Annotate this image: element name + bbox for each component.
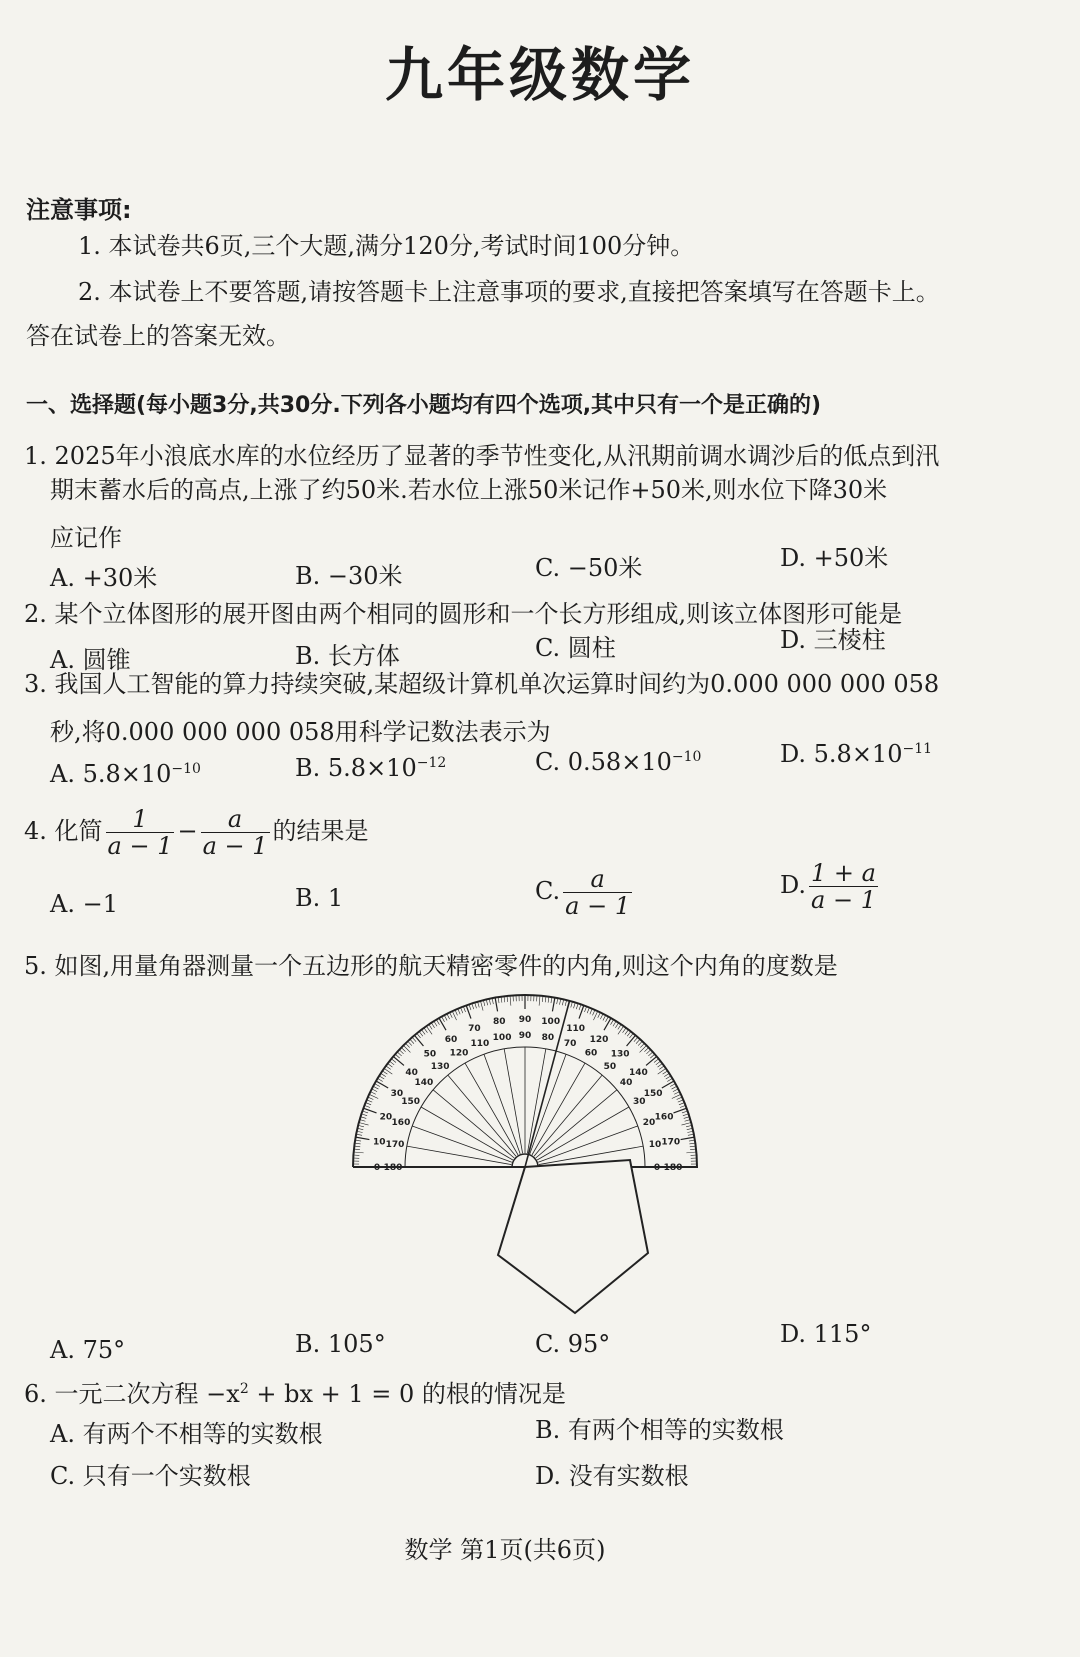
q3-option-a: A. $5.8\times 10^{-10}$ xyxy=(50,760,201,788)
protractor-ray xyxy=(412,1126,512,1162)
protractor-ray xyxy=(534,1075,602,1156)
protractor-outer-label: 150 xyxy=(643,1089,663,1099)
protractor-tick xyxy=(429,1024,432,1029)
protractor-ray xyxy=(407,1146,511,1164)
protractor-tick xyxy=(419,1031,423,1036)
protractor-tick xyxy=(389,1061,394,1065)
protractor-tick xyxy=(539,996,540,1006)
protractor-tick xyxy=(378,1078,383,1081)
protractor-inner-label: 30 xyxy=(633,1097,646,1107)
protractor-tick xyxy=(646,1050,650,1054)
protractor-tick xyxy=(579,1004,581,1010)
protractor-tick xyxy=(590,1009,592,1015)
protractor-tick xyxy=(357,1128,363,1129)
protractor-tick xyxy=(684,1117,690,1119)
protractor-inner-label: 60 xyxy=(584,1048,598,1059)
protractor-tick xyxy=(681,1137,695,1139)
protractor-inner-label: 80 xyxy=(541,1033,555,1044)
protractor-tick xyxy=(386,1066,391,1070)
protractor-tick xyxy=(686,1152,696,1153)
protractor-tick xyxy=(638,1041,642,1045)
protractor-tick xyxy=(618,1026,624,1034)
protractor-tick xyxy=(439,1018,446,1030)
protractor-outer-label: 160 xyxy=(654,1112,674,1123)
protractor-tick xyxy=(640,1043,644,1047)
protractor-tick xyxy=(659,1066,664,1070)
protractor-tick xyxy=(600,1014,603,1019)
protractor xyxy=(353,995,697,1173)
protractor-tick xyxy=(399,1050,403,1054)
protractor-tick xyxy=(362,1111,368,1113)
page-title: 九年级数学 xyxy=(384,41,695,109)
protractor-tick xyxy=(414,1035,423,1046)
protractor-tick xyxy=(370,1092,375,1095)
protractor-outer-label: 140 xyxy=(628,1067,648,1078)
protractor-outer-label: 80 xyxy=(493,1017,506,1028)
protractor-tick xyxy=(677,1097,682,1099)
protractor-tick xyxy=(605,1017,608,1022)
protractor-tick xyxy=(361,1117,367,1119)
protractor-tick xyxy=(368,1097,373,1099)
protractor-tick xyxy=(640,1045,647,1052)
protractor-tick xyxy=(357,1131,363,1132)
q1-line2: 期末蓄水后的高点,上涨了约50米.若水位上涨50米记作+50米,则水位下降30米 xyxy=(50,476,888,504)
q4-option-b: B. 1 xyxy=(295,884,344,912)
protractor-tick xyxy=(397,1052,401,1056)
q3-option-c: C. $0.58\times 10^{-10}$ xyxy=(535,748,702,776)
protractor-inner-label: 170 xyxy=(385,1140,405,1151)
protractor-tick xyxy=(403,1045,410,1052)
protractor-tick xyxy=(663,1071,668,1074)
protractor-outer-label: 10 xyxy=(372,1137,386,1148)
protractor-inner-label: 130 xyxy=(430,1061,450,1072)
protractor-tick xyxy=(406,1043,410,1047)
protractor-tick xyxy=(673,1089,678,1092)
protractor-tick xyxy=(571,1002,573,1008)
q5-option-d: D. 115° xyxy=(780,1320,872,1348)
protractor-tick xyxy=(450,1012,453,1017)
protractor-tick xyxy=(587,1008,589,1014)
protractor-tick xyxy=(373,1086,378,1089)
protractor-inner-label: 50 xyxy=(603,1061,617,1072)
protractor-inner-label: 160 xyxy=(391,1117,411,1128)
protractor-ray xyxy=(484,1054,520,1154)
protractor-outer-label: 90 xyxy=(518,1015,532,1025)
q6-option-d: D. 没有实数根 xyxy=(535,1462,689,1490)
protractor-tick xyxy=(447,1014,450,1019)
protractor-tick xyxy=(666,1076,671,1079)
q2-option-d: D. 三棱柱 xyxy=(780,626,886,654)
q5-line1: 5. 如图,用量角器测量一个五边形的航天精密零件的内角,则这个内角的度数是 xyxy=(24,952,838,980)
protractor-tick xyxy=(625,1030,629,1035)
protractor-tick xyxy=(627,1031,631,1036)
q5-option-c: C. 95° xyxy=(535,1330,611,1358)
protractor-tick xyxy=(618,1024,621,1029)
protractor-tick xyxy=(627,1035,636,1046)
section1-heading: 一、选择题(每小题3分,共30分.下列各小题均有四个选项,其中只有一个是正确的) xyxy=(26,393,822,418)
protractor-tick xyxy=(410,1039,414,1043)
protractor-tick xyxy=(367,1100,373,1102)
protractor-tick xyxy=(634,1037,638,1042)
protractor-ray xyxy=(536,1090,617,1158)
protractor-tick xyxy=(412,1037,416,1042)
protractor-tick xyxy=(552,998,554,1012)
protractor-tick xyxy=(629,1033,633,1038)
q2-line1: 2. 某个立体图形的展开图由两个相同的圆形和一个长方形组成,则该立体图形可能是 xyxy=(24,600,903,628)
protractor-tick xyxy=(615,1023,618,1028)
protractor-tick xyxy=(662,1081,674,1088)
protractor-inner-label: 70 xyxy=(563,1038,577,1049)
q1-option-d: D. +50米 xyxy=(780,544,889,572)
q3-line1: 3. 我国人工智能的算力持续突破,某超级计算机单次运算时间约为0.000 000 000 058 xyxy=(24,670,940,698)
protractor-tick xyxy=(388,1063,393,1067)
protractor-tick xyxy=(461,1008,463,1014)
protractor-tick xyxy=(434,1021,437,1026)
protractor-outer-label: 170 xyxy=(661,1137,681,1148)
protractor-outer-label: 70 xyxy=(468,1023,481,1034)
notice-item-2-cont: 答在试卷上的答案无效。 xyxy=(26,322,290,350)
protractor-tick xyxy=(510,996,511,1006)
protractor-tick xyxy=(444,1015,447,1020)
protractor-outer-label: 100 xyxy=(541,1017,561,1028)
protractor-tick xyxy=(658,1063,663,1067)
notice-item-2: 2. 本试卷上不要答题,请按答题卡上注意事项的要求,直接把答案填写在答题卡上。 xyxy=(78,278,940,306)
protractor-ray xyxy=(530,1054,566,1154)
protractor-tick xyxy=(681,1122,691,1125)
protractor-ray xyxy=(504,1049,522,1153)
protractor-tick xyxy=(424,1028,428,1033)
protractor-inner-label: 0 xyxy=(653,1163,661,1173)
q6-option-a: A. 有两个不相等的实数根 xyxy=(50,1420,323,1448)
protractor-tick xyxy=(360,1120,366,1122)
protractor-tick xyxy=(610,1020,613,1025)
protractor-inner-label: 90 xyxy=(518,1031,532,1041)
protractor-tick xyxy=(364,1105,370,1107)
q1-line1: 1. 2025年小浪底水库的水位经历了显著的季节性变化,从汛期前调水调沙后的低点到汛 xyxy=(24,442,940,470)
protractor-tick xyxy=(678,1100,684,1102)
protractor-ray xyxy=(421,1107,513,1160)
protractor-tick xyxy=(354,1152,364,1153)
q4-stem: 4. 化简 $\frac{1}{a - 1}$ − $\frac{a}{a - 1}$ 的结果是 xyxy=(24,805,369,860)
protractor-outer-label: 120 xyxy=(589,1034,609,1045)
protractor-tick xyxy=(604,1018,611,1030)
protractor-tick xyxy=(598,1012,601,1017)
protractor-tick xyxy=(417,1033,421,1038)
protractor-inner-label: 150 xyxy=(401,1097,421,1107)
q4-option-d: D. $\frac{1 + a}{a - 1}$ xyxy=(780,859,876,914)
protractor-tick xyxy=(682,1111,688,1113)
protractor-tick xyxy=(463,1006,465,1012)
q5-option-a: A. 75° xyxy=(50,1336,126,1364)
protractor-ray xyxy=(465,1063,518,1155)
protractor-tick xyxy=(667,1078,672,1081)
q4-fraction-1: $\frac{1}{a - 1}$ xyxy=(107,805,173,860)
protractor-tick xyxy=(623,1028,627,1033)
protractor-inner-label: 100 xyxy=(492,1033,512,1044)
protractor-outer-label: 60 xyxy=(444,1034,458,1045)
pentagon-part xyxy=(498,1160,648,1313)
protractor-tick xyxy=(469,1004,471,1010)
protractor-tick xyxy=(431,1023,434,1028)
q3-option-b: B. $5.8\times 10^{-12}$ xyxy=(295,754,447,782)
protractor-inner-label: 20 xyxy=(642,1117,656,1128)
protractor-tick xyxy=(495,998,497,1012)
protractor-tick xyxy=(391,1059,396,1063)
protractor-tick xyxy=(686,1125,692,1126)
notice-heading: 注意事项: xyxy=(26,196,132,224)
protractor-tick xyxy=(679,1103,685,1105)
protractor-tick xyxy=(381,1073,386,1076)
q3-option-d: D. $5.8\times 10^{-11}$ xyxy=(780,740,933,768)
protractor-tick xyxy=(656,1061,661,1065)
protractor-inner-label: 10 xyxy=(648,1140,662,1151)
protractor-tick xyxy=(475,1003,477,1009)
protractor-tick xyxy=(375,1084,380,1087)
protractor-tick xyxy=(646,1056,657,1065)
protractor-tick xyxy=(685,1120,691,1122)
q3-line2: 秒,将0.000 000 000 058用科学记数法表示为 xyxy=(50,718,551,746)
protractor-tick xyxy=(361,1114,367,1116)
protractor-tick xyxy=(395,1054,400,1058)
protractor-tick xyxy=(683,1114,689,1116)
protractor-tick xyxy=(472,1003,474,1009)
protractor-tick xyxy=(356,1137,370,1139)
protractor-inner-label: 180 xyxy=(383,1163,403,1173)
protractor-tick xyxy=(401,1048,405,1052)
protractor-tick xyxy=(644,1048,648,1052)
protractor-inner-label: 40 xyxy=(619,1078,633,1089)
protractor-outer-label: 50 xyxy=(423,1049,437,1060)
q1-option-a: A. +30米 xyxy=(50,564,158,592)
q6-option-c: C. 只有一个实数根 xyxy=(50,1462,251,1490)
protractor-tick xyxy=(574,1003,576,1009)
protractor-outer-label: 130 xyxy=(610,1049,630,1060)
protractor-ray xyxy=(433,1090,514,1158)
q2-option-c: C. 圆柱 xyxy=(535,634,616,662)
protractor-tick xyxy=(680,1105,686,1107)
protractor-tick xyxy=(421,1030,425,1035)
protractor-outer-label: 30 xyxy=(390,1089,404,1099)
protractor-tick xyxy=(672,1086,677,1089)
page-footer: 数学 第1页(共6页) xyxy=(404,1536,606,1564)
q6-option-b: B. 有两个相等的实数根 xyxy=(535,1416,784,1444)
protractor-outer-label: 110 xyxy=(566,1023,586,1034)
protractor-tick xyxy=(670,1084,675,1087)
protractor-tick xyxy=(576,1003,578,1009)
protractor-tick xyxy=(455,1010,457,1015)
protractor-tick xyxy=(379,1076,384,1079)
q4-fraction-2: $\frac{a}{a - 1}$ xyxy=(202,805,268,860)
q1-line3: 应记作 xyxy=(50,524,122,552)
protractor-ray xyxy=(538,1126,638,1162)
protractor-tick xyxy=(658,1068,666,1074)
protractor-tick xyxy=(603,1015,606,1020)
protractor-inner-label: 120 xyxy=(449,1048,469,1059)
protractor-tick xyxy=(478,1002,480,1008)
q1-option-b: B. −30米 xyxy=(295,562,403,590)
protractor-tick xyxy=(458,1009,460,1015)
protractor-tick xyxy=(593,1010,595,1015)
q4-option-a: A. −1 xyxy=(50,890,118,918)
protractor-tick xyxy=(584,1006,586,1012)
protractor-outer-label: 0 xyxy=(373,1163,381,1173)
q1-option-c: C. −50米 xyxy=(535,554,643,582)
protractor-tick xyxy=(674,1092,679,1095)
protractor-tick xyxy=(664,1073,669,1076)
protractor-tick xyxy=(393,1056,404,1065)
q5-option-b: B. 105° xyxy=(295,1330,386,1358)
protractor-tick xyxy=(442,1017,445,1022)
protractor-outer-label: 180 xyxy=(663,1163,683,1173)
protractor-tick xyxy=(359,1122,369,1125)
protractor-tick xyxy=(613,1021,616,1026)
protractor-tick xyxy=(650,1054,655,1058)
protractor-tick xyxy=(372,1089,377,1092)
protractor-ray xyxy=(448,1075,516,1156)
q4-option-c: C. $\frac{a}{a - 1}$ xyxy=(535,865,631,920)
notice-item-1: 1. 本试卷共6页,三个大题,满分120分,考试时间100分钟。 xyxy=(78,232,695,260)
protractor-outer-label: 40 xyxy=(405,1067,418,1078)
protractor-tick xyxy=(426,1026,432,1034)
protractor-tick xyxy=(384,1068,392,1074)
protractor-tick xyxy=(408,1041,412,1045)
protractor-tick xyxy=(358,1125,364,1126)
protractor-inner-label: 140 xyxy=(414,1078,434,1089)
protractor-tick xyxy=(654,1059,659,1063)
protractor-tick xyxy=(436,1020,439,1025)
q2-option-a: A. 圆锥 xyxy=(50,646,131,674)
protractor-tick xyxy=(376,1081,388,1088)
protractor-tick xyxy=(687,1128,693,1129)
protractor-ray xyxy=(537,1107,629,1160)
protractor-tick xyxy=(687,1131,693,1132)
protractor-tick xyxy=(366,1103,372,1105)
q2-option-b: B. 长方体 xyxy=(295,642,400,670)
protractor-tick xyxy=(636,1039,640,1043)
protractor-tick xyxy=(480,1001,483,1011)
protractor-tick xyxy=(648,1052,652,1056)
protractor-figure xyxy=(340,985,720,1325)
protractor-outer-label: 20 xyxy=(379,1112,393,1123)
protractor-inner-label: 110 xyxy=(470,1038,490,1049)
q6-stem: 6. 一元二次方程 $-x^2$ + bx + 1 = 0 的根的情况是 xyxy=(24,1380,566,1408)
protractor-tick xyxy=(382,1071,387,1074)
